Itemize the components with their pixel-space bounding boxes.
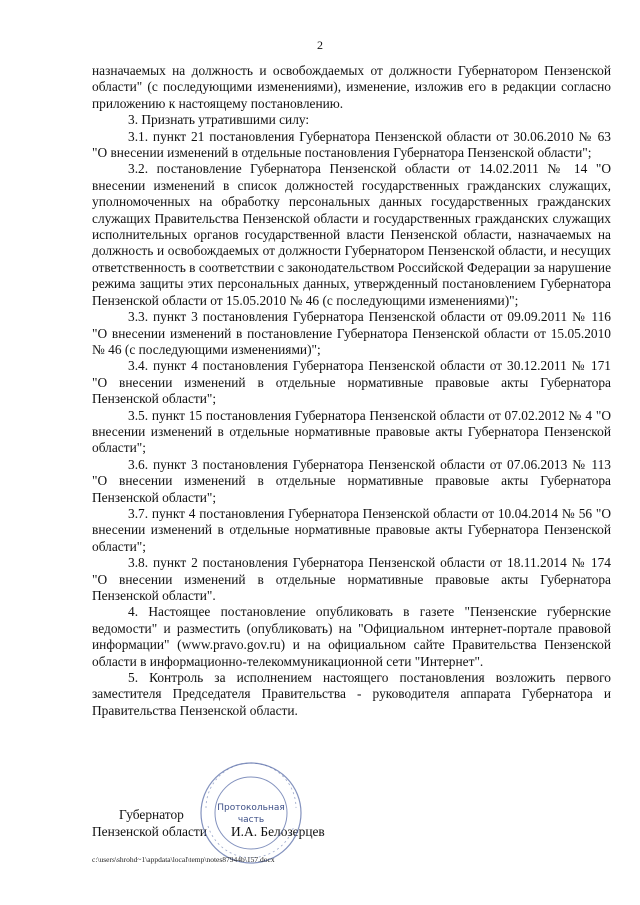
paragraph: назначаемых на должность и освобождаемых от должности Губернатором Пензенской области" (с последующими изменениями), изменение, изложив его в редакции согласно приложению к настоящему постановлению.: [92, 63, 611, 111]
document-body: [92, 63, 611, 719]
paragraph: 3.1. пункт 21 постановления Губернатора Пензенской области от 30.06.2010 № 63 "О внесении изменений в отдельные постановления Губернатора Пензенской области";: [92, 128, 611, 161]
signature-region: Пензенской области: [92, 824, 207, 839]
paragraph: 3.5. пункт 15 постановления Губернатора Пензенской области от 07.02.2012 № 4 "О внесении изменений в отдельные нормативные правовые акты Губернатора Пензенской области";: [92, 407, 611, 456]
paragraph: 3.3. пункт 3 постановления Губернатора Пензенской области от 09.09.2011 № 116 "О внесении изменений в постановление Губернатора Пензенской области от 15.05.2010 № 46 (с последующими изменениями)";: [92, 309, 611, 357]
paragraph: 4. Настоящее постановление опубликовать в газете "Пензенские губернские ведомости" и разместить (опубликовать) на "Официальном интернет-портале правовой информации" (www.pravo.gov.ru) и на официальном сайте Правительства Пензенской области в информационно-телекоммуникационной сети "Интернет".: [92, 604, 611, 669]
paragraph: 5. Контроль за исполнением настоящего постановления возложить первого заместителя Председателя Правительства - руководителя аппарата Губернатора и Правительства Пензенской области.: [92, 670, 611, 718]
stamp-line1: Протокольная: [217, 803, 285, 813]
paragraph: 3.4. пункт 4 постановления Губернатора Пензенской области от 30.12.2011 № 171 "О внесении изменений в отдельные нормативные правовые акты Губернатора Пензенской области";: [92, 358, 611, 407]
signature-title: Губернатор: [119, 807, 184, 822]
paragraph: 3.2. постановление Губернатора Пензенской области от 14.02.2011 № 14 "О внесении изменений в список должностей государственных гражданских служащих, уполномоченных на обработку персональных данных государственных гражданских служащих Правительства Пензенской области и государственных гражданских служащих исполнительных органов государственной власти Пензенской области, назначаемых на должность и освобождаемых от должности Губернатором Пензенской области, и несущих ответственность в соответствии с законодательством Российской Федерации за нарушение режима защиты этих персональных данных, утвержденный постановлением Губернатора Пензенской области от 15.05.2010 № 46 (с последующими изменениями)";: [92, 161, 612, 308]
page-number: 2: [317, 38, 323, 52]
paragraph: 3.7. пункт 4 постановления Губернатора Пензенской области от 10.04.2014 № 56 "О внесении изменений в отдельные нормативные правовые акты Губернатора Пензенской области";: [92, 505, 611, 554]
paragraph: 3. Признать утратившими силу:: [128, 112, 310, 128]
stamp-seal: [196, 758, 306, 868]
stamp-line2: часть: [237, 815, 265, 825]
paragraph: 3.6. пункт 3 постановления Губернатора Пензенской области от 07.06.2013 № 113 "О внесении изменений в отдельные нормативные правовые акты Губернатора Пензенской области";: [92, 456, 611, 505]
paragraph: 3.8. пункт 2 постановления Губернатора Пензенской области от 18.11.2014 № 174 "О внесении изменений в отдельные нормативные правовые акты Губернатора Пензенской области".: [92, 555, 611, 603]
file-path: c:\users\shrohd~1\appdata\local\temp\notes87944b\157.docx: [92, 855, 275, 864]
signature-name: И.А. Белозерцев: [231, 824, 325, 839]
